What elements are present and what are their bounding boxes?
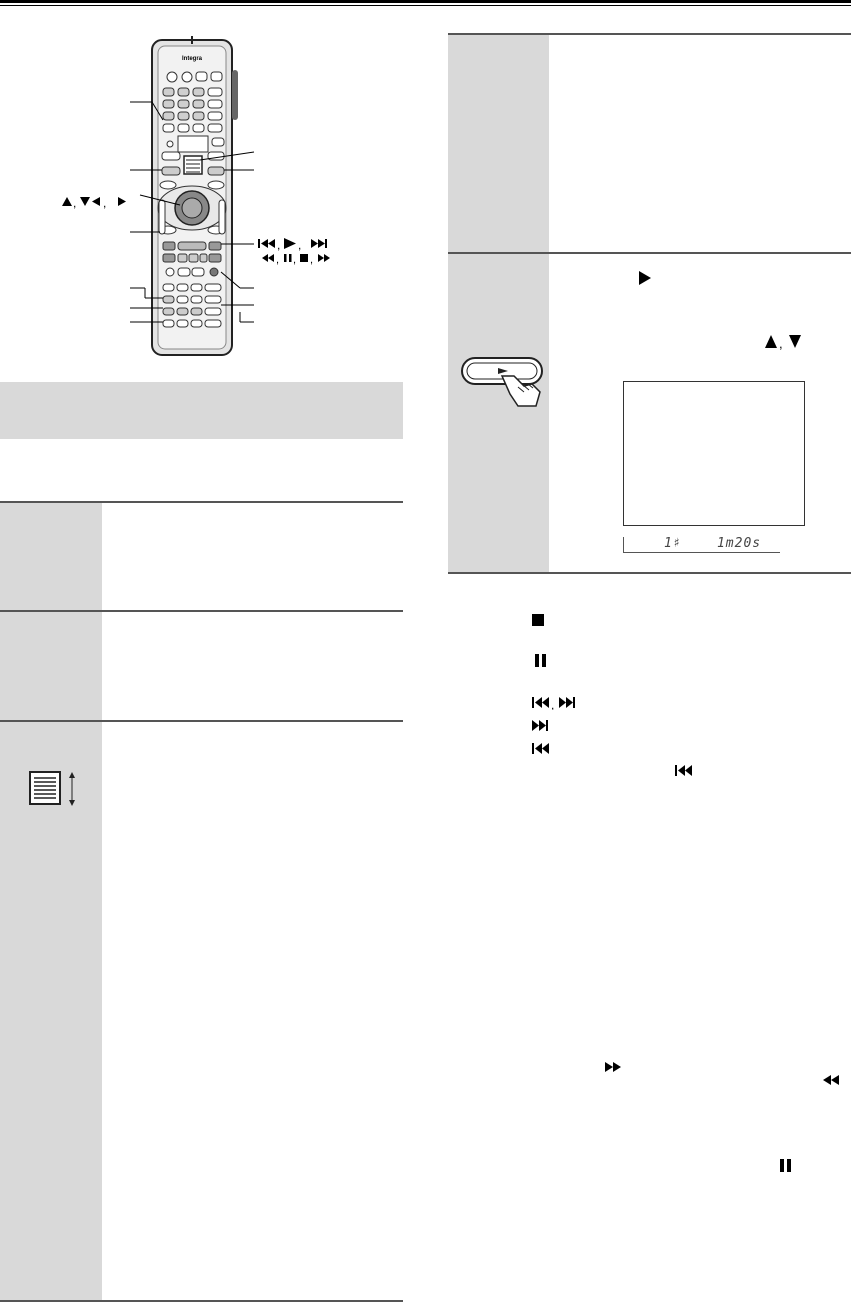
rew-pause-stop-ff-icons — [262, 254, 330, 266]
tv-screen-display — [623, 381, 805, 526]
svg-text:,: , — [103, 196, 107, 210]
scroll-wheel-icon — [28, 770, 80, 808]
up-down-left-right-arrows-icon — [62, 196, 126, 210]
svg-text:,: , — [73, 196, 77, 210]
pause-icon — [534, 652, 550, 670]
display-bracket-left — [623, 537, 624, 553]
stop-icon — [530, 612, 548, 630]
prev-icon — [531, 742, 557, 756]
remote-control-illustration — [0, 30, 420, 370]
remote-brand-label: Integra — [181, 56, 203, 62]
step-number-cell — [0, 722, 102, 1300]
top-rule-thin — [0, 5, 851, 6]
svg-text:,: , — [276, 254, 280, 266]
next-icon — [531, 719, 557, 733]
step-number-cell — [0, 612, 102, 720]
step-number-cell — [0, 503, 102, 610]
rewind-icon — [822, 1074, 846, 1086]
prev-play-next-icons — [258, 238, 327, 252]
play-icon — [637, 270, 653, 286]
svg-text:,: , — [551, 698, 555, 710]
svg-text:,: , — [277, 238, 281, 252]
svg-text:,: , — [293, 254, 297, 266]
pause-icon — [779, 1157, 795, 1175]
step-number-cell — [448, 35, 549, 252]
svg-text:,: , — [310, 254, 314, 266]
prev-next-icons — [531, 696, 601, 710]
svg-text:,: , — [779, 336, 783, 350]
step-divider — [0, 1300, 403, 1302]
step-divider — [448, 572, 851, 574]
play-button-press-illustration — [458, 354, 548, 414]
fast-forward-icon — [604, 1061, 628, 1073]
display-bracket-bottom — [623, 552, 780, 553]
section-heading-band — [0, 382, 403, 439]
top-rule-thick — [0, 0, 851, 3]
svg-text:,: , — [298, 238, 302, 252]
player-display-readout: 1♯ 1m20s — [664, 536, 762, 551]
up-down-arrows-icon — [763, 332, 805, 350]
prev-icon — [674, 764, 700, 778]
